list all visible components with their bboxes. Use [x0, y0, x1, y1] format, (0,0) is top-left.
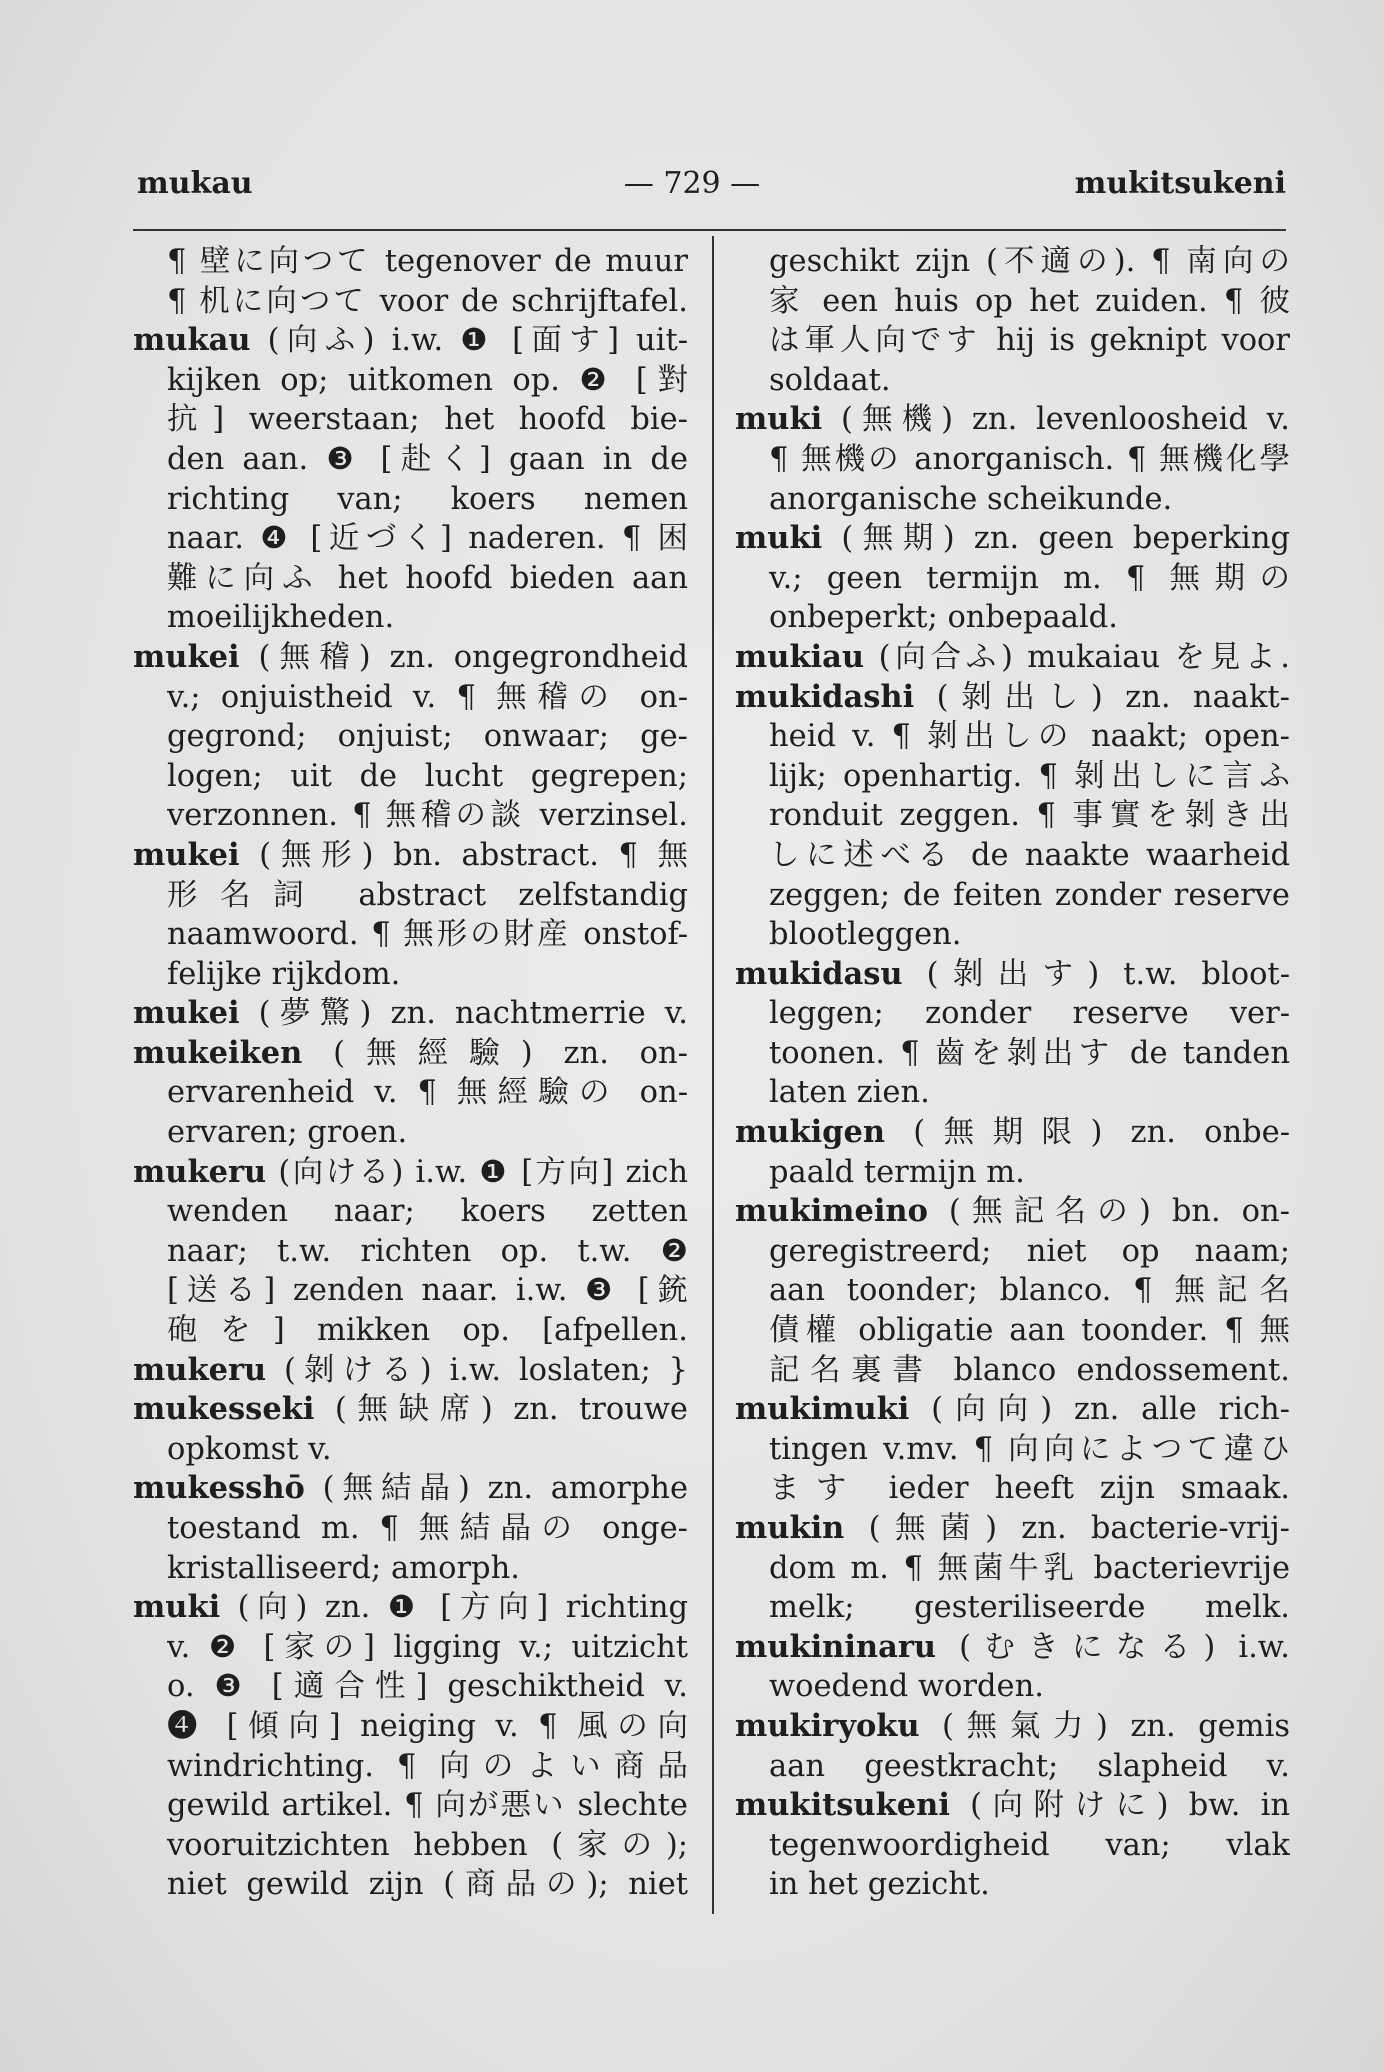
- entry-continuation-line: [133, 1707, 688, 1747]
- entry-text: onbeperkt; onbepaald.: [769, 600, 1118, 636]
- entry-continuation-line: [735, 321, 1290, 361]
- entry-continuation-line: [133, 876, 688, 916]
- entry-text: (夢驚) zn. nachtmerrie v.: [258, 996, 688, 1032]
- entry-text: zeggen; de feiten zonder reserve: [769, 877, 1290, 913]
- entry-continuation-line: [133, 757, 688, 797]
- entry-continuation-line: [735, 361, 1290, 401]
- dictionary-entry-line: [133, 1469, 688, 1509]
- entry-text: 抗] weerstaan; het hoofd bie-: [167, 402, 688, 438]
- entry-text: verzonnen. ¶ 無稽の談 verzinsel.: [167, 798, 688, 834]
- entry-text: ます ieder heeft zijn smaak.: [769, 1471, 1290, 1507]
- entry-continuation-line: [735, 1826, 1290, 1866]
- entry-continuation-line: [735, 1351, 1290, 1391]
- entry-text: blootleggen.: [769, 917, 962, 953]
- entry-text: kristalliseerd; amorph.: [167, 1550, 520, 1586]
- entry-text: (無菌) zn. bacterie-vrij-: [868, 1511, 1290, 1546]
- entry-text: windrichting. ¶ 向のよい商品: [167, 1748, 688, 1784]
- entry-text: melk; gesteriliseerde melk.: [769, 1590, 1290, 1626]
- entry-continuation-line: [735, 559, 1290, 599]
- entry-continuation-line: [735, 598, 1290, 638]
- entry-text: (向ける) i.w. ❶ [方向] zich: [278, 1154, 688, 1190]
- entry-text: ❹ [傾向] neiging v. ¶ 風の向: [167, 1708, 688, 1744]
- headword: mukidasu: [735, 955, 903, 992]
- entry-continuation-line: [735, 1232, 1290, 1272]
- entry-continuation-line: [735, 796, 1290, 836]
- entry-text: (無結晶) zn. amorphe: [322, 1471, 688, 1507]
- entry-text: ¶ 無機の anorganisch. ¶ 無機化學: [769, 441, 1290, 477]
- entry-text: v.; onjuistheid v. ¶ 無稽の on-: [167, 679, 688, 715]
- headword: mukimuki: [735, 1391, 910, 1428]
- dictionary-entry-line: [735, 1113, 1290, 1153]
- entry-text: ervaren; groen.: [167, 1115, 408, 1151]
- entry-text: dom m. ¶ 無菌牛乳 bacterievrije: [769, 1550, 1290, 1586]
- entry-text: [送る] zenden naar. i.w. ❸ [銃: [167, 1273, 688, 1309]
- entry-continuation-line: [735, 1153, 1290, 1193]
- entry-text: (無經驗) zn. on-: [333, 1035, 688, 1071]
- entry-text: 家 een huis op het zuiden. ¶ 彼: [769, 283, 1290, 319]
- entry-text: (剝ける) i.w. loslaten; }: [284, 1352, 688, 1388]
- entry-continuation-line: [133, 1628, 688, 1668]
- entry-continuation-line: [735, 1747, 1290, 1787]
- headword: mukei: [133, 836, 240, 873]
- dictionary-entry-line: [133, 1034, 688, 1074]
- entry-text: richting van; koers nemen: [167, 481, 688, 517]
- entry-text: v. ❷ [家の] ligging v.; uitzicht: [167, 1629, 688, 1665]
- entry-continuation-line: [133, 242, 688, 282]
- headword: mukei: [133, 995, 240, 1032]
- entry-continuation-line: [133, 1232, 688, 1272]
- entry-text: toonen. ¶ 齒を剝出す de tanden: [769, 1035, 1290, 1071]
- entry-continuation-line: [735, 242, 1290, 282]
- entry-continuation-line: [133, 1192, 688, 1232]
- entry-continuation-line: [735, 915, 1290, 955]
- entry-text: in het gezicht.: [769, 1867, 990, 1903]
- entry-continuation-line: [735, 1588, 1290, 1628]
- entry-continuation-line: [133, 1826, 688, 1866]
- headword: mukeru: [133, 1153, 267, 1190]
- entry-text: v.; geen termijn m. ¶ 無期の: [769, 560, 1290, 596]
- dictionary-entry-line: [735, 1707, 1290, 1747]
- entry-text: woedend worden.: [769, 1669, 1044, 1705]
- entry-text: tegenwoordigheid van; vlak: [769, 1827, 1290, 1863]
- dictionary-entry-line: [133, 1390, 688, 1430]
- entry-continuation-line: [735, 1271, 1290, 1311]
- headword: mukininaru: [735, 1628, 937, 1665]
- entry-text: soldaat.: [769, 362, 891, 398]
- entry-text: heid v. ¶ 剝出しの naakt; open-: [769, 719, 1290, 755]
- entry-text: 難に向ふ het hoofd bieden aan: [167, 560, 688, 596]
- entry-text: aan toonder; blanco. ¶ 無記名: [769, 1273, 1290, 1309]
- entry-continuation-line: [133, 1509, 688, 1549]
- entry-continuation-line: [735, 1549, 1290, 1589]
- entry-text: (無缺席) zn. trouwe: [334, 1392, 688, 1428]
- entry-text: ervarenheid v. ¶ 無經驗の on-: [167, 1075, 688, 1111]
- entry-text: toestand m. ¶ 無結晶の onge-: [167, 1511, 688, 1546]
- entry-continuation-line: [133, 598, 688, 638]
- entry-text: は軍人向です hij is geknipt voor: [769, 323, 1290, 359]
- entry-continuation-line: [133, 1865, 688, 1905]
- left-column: [133, 242, 688, 1905]
- column-divider: [712, 236, 714, 1914]
- entry-text: (無期) zn. geen beperking: [841, 521, 1290, 557]
- entry-text: (向) zn. ❶ [方向] richting: [237, 1590, 688, 1626]
- entry-text: laten zien.: [769, 1075, 930, 1111]
- entry-text: ¶ 壁に向つて tegenover de muur: [167, 244, 688, 279]
- page-number: — 729 —: [623, 166, 761, 201]
- entry-continuation-line: [735, 1667, 1290, 1707]
- entry-continuation-line: [735, 1430, 1290, 1470]
- headword: mukiau: [735, 638, 865, 675]
- entry-text: 債權 obligatie aan toonder. ¶ 無: [769, 1313, 1290, 1349]
- entry-continuation-line: [735, 1469, 1290, 1509]
- entry-continuation-line: [133, 717, 688, 757]
- entry-text: niet gewild zijn (商品の); niet: [167, 1867, 688, 1903]
- entry-text: (向附けに) bw. in: [970, 1788, 1290, 1824]
- entry-text: (むきになる) i.w.: [959, 1629, 1290, 1665]
- headword: mukin: [735, 1510, 845, 1546]
- entry-continuation-line: [133, 955, 688, 995]
- entry-text: anorganische scheikunde.: [769, 481, 1173, 517]
- headword: mukitsukeni: [735, 1787, 950, 1824]
- right-column: [735, 242, 1290, 1905]
- entry-text: (剝出し) zn. naakt-: [936, 679, 1290, 715]
- left-guide-word: mukau: [137, 166, 253, 201]
- entry-text: ¶ 机に向つて voor de schrijftafel.: [167, 283, 688, 319]
- entry-text: しに述べる de naakte waarheid: [769, 837, 1290, 873]
- entry-text: (無期限) zn. onbe-: [913, 1115, 1290, 1151]
- dictionary-entry-line: [133, 994, 688, 1034]
- header-rule: [133, 229, 1286, 231]
- dictionary-entry-line: [735, 1786, 1290, 1826]
- entry-text: 砲を] mikken op. [afpellen.: [167, 1313, 688, 1349]
- headword: muki: [133, 1589, 221, 1626]
- entry-continuation-line: [133, 678, 688, 718]
- entry-text: (無記名の) bn. on-: [948, 1194, 1290, 1230]
- entry-continuation-line: [133, 1073, 688, 1113]
- entry-continuation-line: [735, 282, 1290, 322]
- entry-text: vooruitzichten hebben (家の);: [167, 1827, 688, 1863]
- entry-continuation-line: [735, 1034, 1290, 1074]
- headword: mukei: [133, 638, 240, 675]
- headword: mukesshō: [133, 1470, 305, 1507]
- dictionary-entry-line: [735, 1628, 1290, 1668]
- entry-text: aan geestkracht; slapheid v.: [769, 1748, 1290, 1784]
- entry-continuation-line: [133, 1667, 688, 1707]
- dictionary-entry-line: [133, 638, 688, 678]
- headword: muki: [735, 401, 823, 438]
- entry-text: o. ❸ [適合性] geschiktheid v.: [167, 1669, 688, 1705]
- entry-continuation-line: [133, 400, 688, 440]
- entry-text: naar; t.w. richten op. t.w. ❷: [167, 1233, 688, 1269]
- dictionary-entry-line: [735, 400, 1290, 440]
- entry-text: (無機) zn. levenloosheid v.: [840, 402, 1290, 438]
- entry-text: 記名裏書 blanco endossement.: [769, 1352, 1290, 1388]
- entry-continuation-line: [133, 480, 688, 520]
- entry-text: tingen v.mv. ¶ 向向によつて違ひ: [769, 1431, 1290, 1467]
- dictionary-entry-line: [735, 519, 1290, 559]
- headword: mukau: [133, 322, 251, 359]
- headword: mukigen: [735, 1114, 886, 1151]
- entry-text: gewild artikel. ¶ 向が悪い slechte: [167, 1788, 688, 1824]
- entry-continuation-line: [735, 480, 1290, 520]
- entry-text: naar. ❹ [近づく] naderen. ¶ 困: [167, 521, 688, 557]
- entry-text: (無形) bn. abstract. ¶ 無: [259, 837, 688, 873]
- entry-text: (向ふ) i.w. ❶ [面す] uit-: [267, 323, 688, 359]
- dictionary-entry-line: [735, 1192, 1290, 1232]
- entry-continuation-line: [133, 519, 688, 559]
- headword: mukiryoku: [735, 1707, 920, 1744]
- entry-continuation-line: [133, 1786, 688, 1826]
- entry-text: (向向) zn. alle rich-: [931, 1392, 1290, 1428]
- headword: mukeru: [133, 1351, 267, 1388]
- entry-continuation-line: [133, 1549, 688, 1589]
- dictionary-entry-line: [133, 1153, 688, 1193]
- entry-continuation-line: [133, 282, 688, 322]
- entry-text: 形名詞 abstract zelfstandig: [167, 877, 688, 913]
- entry-continuation-line: [735, 836, 1290, 876]
- dictionary-entry-line: [735, 955, 1290, 995]
- dictionary-entry-line: [735, 1390, 1290, 1430]
- entry-text: kijken op; uitkomen op. ❷ [對: [167, 362, 688, 398]
- entry-text: logen; uit de lucht gegrepen;: [167, 758, 688, 794]
- entry-continuation-line: [735, 1073, 1290, 1113]
- dictionary-entry-line: [133, 836, 688, 876]
- headword: muki: [735, 520, 823, 557]
- entry-text: (向合ふ) mukaiau を見よ.: [878, 639, 1290, 675]
- entry-continuation-line: [133, 1430, 688, 1470]
- dictionary-entry-line: [735, 1509, 1290, 1549]
- entry-text: geregistreerd; niet op naam;: [769, 1233, 1290, 1269]
- entry-text: geschikt zijn (不適の). ¶ 南向の: [769, 244, 1290, 279]
- entry-continuation-line: [133, 915, 688, 955]
- dictionary-entry-line: [735, 638, 1290, 678]
- entry-text: (無氣力) zn. gemis: [941, 1708, 1290, 1744]
- entry-continuation-line: [133, 559, 688, 599]
- entry-continuation-line: [133, 1113, 688, 1153]
- headword: mukeiken: [133, 1034, 303, 1071]
- entry-text: moeilijkheden.: [167, 600, 395, 636]
- entry-text: leggen; zonder reserve ver-: [769, 996, 1290, 1032]
- entry-text: lijk; openhartig. ¶ 剝出しに言ふ: [769, 758, 1290, 794]
- dictionary-entry-line: [133, 321, 688, 361]
- entry-continuation-line: [735, 1311, 1290, 1351]
- entry-continuation-line: [133, 1271, 688, 1311]
- entry-text: felijke rijkdom.: [167, 956, 401, 992]
- entry-continuation-line: [735, 994, 1290, 1034]
- entry-text: paald termijn m.: [769, 1154, 1025, 1190]
- dictionary-entry-line: [133, 1588, 688, 1628]
- entry-continuation-line: [735, 757, 1290, 797]
- entry-text: (剝出す) t.w. bloot-: [926, 956, 1290, 992]
- dictionary-entry-line: [133, 1351, 688, 1391]
- entry-continuation-line: [735, 440, 1290, 480]
- headword: mukesseki: [133, 1391, 315, 1428]
- entry-text: opkomst v.: [167, 1431, 332, 1467]
- entry-continuation-line: [133, 1311, 688, 1351]
- entry-continuation-line: [735, 1865, 1290, 1905]
- entry-continuation-line: [133, 440, 688, 480]
- entry-text: ronduit zeggen. ¶ 事實を剝き出: [769, 798, 1290, 834]
- entry-continuation-line: [133, 796, 688, 836]
- entry-text: wenden naar; koers zetten: [167, 1194, 688, 1230]
- entry-continuation-line: [735, 876, 1290, 916]
- entry-continuation-line: [735, 717, 1290, 757]
- headword: mukimeino: [735, 1193, 928, 1230]
- entry-continuation-line: [133, 361, 688, 401]
- dictionary-entry-line: [735, 678, 1290, 718]
- entry-text: (無稽) zn. ongegrondheid: [258, 639, 688, 675]
- headword: mukidashi: [735, 678, 915, 715]
- entry-continuation-line: [133, 1747, 688, 1787]
- right-guide-word: mukitsukeni: [1074, 166, 1286, 201]
- entry-text: den aan. ❸ [赴く] gaan in de: [167, 441, 688, 477]
- entry-text: gegrond; onjuist; onwaar; ge-: [167, 719, 688, 755]
- entry-text: naamwoord. ¶ 無形の財産 onstof-: [167, 917, 688, 953]
